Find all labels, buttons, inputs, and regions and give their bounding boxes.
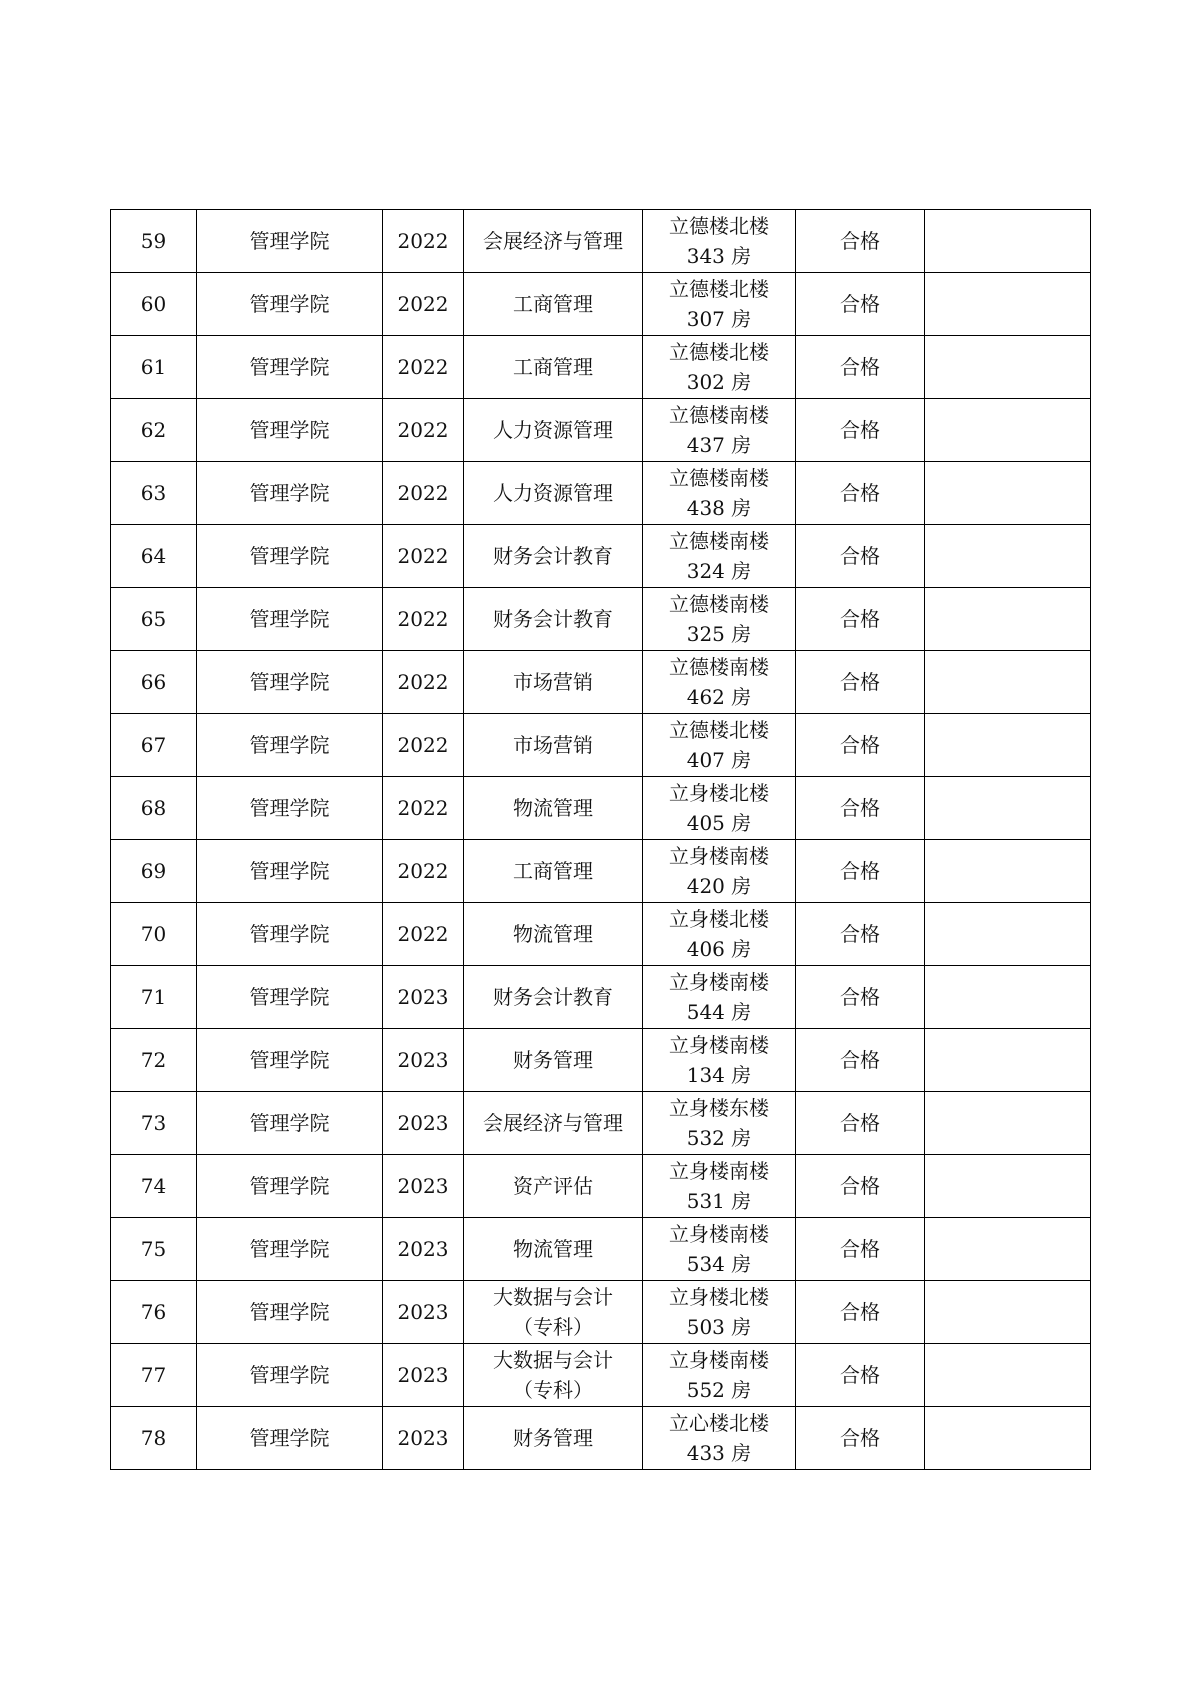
location-cell [643,273,796,336]
college-cell: 管理学院 [197,399,383,462]
location-cell-line: 534 房 [686,1252,752,1276]
year-cell: 2023 [383,1029,464,1092]
location-cell-line: 433 房 [686,1441,752,1465]
location-cell-line: 437 房 [686,433,752,457]
location-cell-line: 立身楼南楼 [669,844,769,868]
year-cell: 2022 [383,210,464,273]
college-cell: 管理学院 [197,903,383,966]
result-cell: 合格 [796,966,925,1029]
college-cell: 管理学院 [197,336,383,399]
remark-cell [925,1407,1091,1470]
major-cell-line: 物流管理 [513,922,593,946]
table-row [111,1281,1091,1344]
location-cell-line: 544 房 [686,1000,752,1024]
location-cell-line: 立身楼南楼 [669,1348,769,1372]
result-cell: 合格 [796,525,925,588]
major-cell [464,462,643,525]
year-cell: 2022 [383,462,464,525]
location-cell [643,1029,796,1092]
location-cell [643,966,796,1029]
location-cell-line: 立身楼东楼 [669,1096,769,1120]
major-cell [464,777,643,840]
major-cell-line: 工商管理 [513,355,593,379]
location-cell-line: 302 房 [686,370,752,394]
row-number-cell: 60 [111,273,197,336]
location-cell [643,1281,796,1344]
year-cell: 2022 [383,903,464,966]
major-cell-line: 工商管理 [513,859,593,883]
table-row [111,1092,1091,1155]
major-cell-line: 工商管理 [513,292,593,316]
year-cell: 2022 [383,399,464,462]
major-cell-line: 物流管理 [513,1237,593,1261]
location-cell-line: 343 房 [686,244,752,268]
major-cell [464,273,643,336]
college-cell: 管理学院 [197,462,383,525]
result-cell: 合格 [796,1407,925,1470]
college-cell: 管理学院 [197,966,383,1029]
row-number-cell: 76 [111,1281,197,1344]
major-cell-line: 会展经济与管理 [483,229,623,253]
remark-cell [925,273,1091,336]
major-cell [464,1092,643,1155]
table-row [111,462,1091,525]
major-cell [464,1029,643,1092]
row-number-cell: 66 [111,651,197,714]
college-cell: 管理学院 [197,1218,383,1281]
major-cell-line: 财务会计教育 [493,607,613,631]
result-cell: 合格 [796,1281,925,1344]
location-cell-line: 立身楼南楼 [669,1222,769,1246]
remark-cell [925,651,1091,714]
year-cell: 2023 [383,1281,464,1344]
major-cell-line: 物流管理 [513,796,593,820]
result-cell: 合格 [796,210,925,273]
major-cell-line: 资产评估 [513,1174,593,1198]
year-cell: 2023 [383,966,464,1029]
remark-cell [925,336,1091,399]
location-cell-line: 307 房 [686,307,752,331]
row-number-cell: 73 [111,1092,197,1155]
result-cell: 合格 [796,336,925,399]
result-cell: 合格 [796,273,925,336]
major-cell-line: （专科） [513,1378,593,1402]
result-cell: 合格 [796,777,925,840]
remark-cell [925,1281,1091,1344]
college-cell: 管理学院 [197,714,383,777]
location-cell-line: 立身楼北楼 [669,781,769,805]
result-cell: 合格 [796,399,925,462]
year-cell: 2022 [383,525,464,588]
location-cell [643,210,796,273]
row-number-cell: 59 [111,210,197,273]
result-cell: 合格 [796,462,925,525]
row-number-cell: 63 [111,462,197,525]
result-cell: 合格 [796,1218,925,1281]
year-cell: 2022 [383,273,464,336]
major-cell [464,210,643,273]
location-cell-line: 立德楼北楼 [669,718,769,742]
remark-cell [925,840,1091,903]
table-row [111,714,1091,777]
location-cell-line: 503 房 [686,1315,752,1339]
location-cell-line: 立德楼南楼 [669,655,769,679]
college-cell: 管理学院 [197,1281,383,1344]
college-cell: 管理学院 [197,1092,383,1155]
location-cell-line: 立身楼北楼 [669,907,769,931]
row-number-cell: 72 [111,1029,197,1092]
remark-cell [925,588,1091,651]
college-cell: 管理学院 [197,210,383,273]
table-row [111,1155,1091,1218]
remark-cell [925,399,1091,462]
major-cell-line: 财务会计教育 [493,544,613,568]
major-cell [464,714,643,777]
remark-cell [925,714,1091,777]
year-cell: 2022 [383,336,464,399]
college-cell: 管理学院 [197,651,383,714]
row-number-cell: 68 [111,777,197,840]
college-cell: 管理学院 [197,1407,383,1470]
result-cell: 合格 [796,840,925,903]
major-cell-line: 人力资源管理 [493,418,613,442]
result-cell: 合格 [796,903,925,966]
location-cell-line: 325 房 [686,622,752,646]
row-number-cell: 77 [111,1344,197,1407]
remark-cell [925,1344,1091,1407]
location-cell [643,714,796,777]
row-number-cell: 71 [111,966,197,1029]
row-number-cell: 75 [111,1218,197,1281]
year-cell: 2022 [383,777,464,840]
remark-cell [925,903,1091,966]
location-cell-line: 立身楼北楼 [669,1285,769,1309]
major-cell-line: 财务会计教育 [493,985,613,1009]
location-cell-line: 立身楼南楼 [669,1159,769,1183]
college-cell: 管理学院 [197,1029,383,1092]
table-row [111,399,1091,462]
remark-cell [925,1092,1091,1155]
major-cell [464,336,643,399]
year-cell: 2023 [383,1218,464,1281]
location-cell [643,840,796,903]
result-cell: 合格 [796,1155,925,1218]
location-cell-line: 462 房 [686,685,752,709]
major-cell [464,966,643,1029]
location-cell-line: 552 房 [686,1378,752,1402]
location-cell-line: 立心楼北楼 [669,1411,769,1435]
location-cell-line: 531 房 [686,1189,752,1213]
table-row [111,903,1091,966]
row-number-cell: 65 [111,588,197,651]
row-number-cell: 78 [111,1407,197,1470]
table-row [111,525,1091,588]
table-row [111,777,1091,840]
year-cell: 2022 [383,588,464,651]
remark-cell [925,777,1091,840]
remark-cell [925,210,1091,273]
college-cell: 管理学院 [197,588,383,651]
dormitory-inspection-table [110,209,1091,1470]
major-cell-line: 会展经济与管理 [483,1111,623,1135]
location-cell [643,1407,796,1470]
location-cell-line: 405 房 [686,811,752,835]
row-number-cell: 69 [111,840,197,903]
remark-cell [925,966,1091,1029]
remark-cell [925,525,1091,588]
table-row [111,588,1091,651]
major-cell-line: 财务管理 [513,1426,593,1450]
location-cell [643,651,796,714]
college-cell: 管理学院 [197,840,383,903]
year-cell: 2022 [383,840,464,903]
major-cell [464,1155,643,1218]
location-cell-line: 立德楼北楼 [669,340,769,364]
location-cell-line: 立德楼南楼 [669,529,769,553]
table-body [111,210,1091,1470]
major-cell [464,588,643,651]
row-number-cell: 74 [111,1155,197,1218]
major-cell [464,903,643,966]
year-cell: 2023 [383,1344,464,1407]
college-cell: 管理学院 [197,1344,383,1407]
table-row [111,1407,1091,1470]
location-cell-line: 立德楼北楼 [669,214,769,238]
major-cell [464,1281,643,1344]
table-row [111,840,1091,903]
location-cell [643,1155,796,1218]
major-cell [464,1344,643,1407]
location-cell [643,903,796,966]
result-cell: 合格 [796,588,925,651]
college-cell: 管理学院 [197,525,383,588]
major-cell [464,651,643,714]
location-cell-line: 立德楼南楼 [669,466,769,490]
table-row [111,1344,1091,1407]
major-cell [464,1407,643,1470]
remark-cell [925,1155,1091,1218]
row-number-cell: 67 [111,714,197,777]
table-row [111,966,1091,1029]
major-cell-line: 大数据与会计 [493,1348,613,1372]
major-cell-line: 市场营销 [513,733,593,757]
location-cell-line: 立德楼北楼 [669,277,769,301]
location-cell-line: 立德楼南楼 [669,592,769,616]
location-cell [643,525,796,588]
college-cell: 管理学院 [197,1155,383,1218]
college-cell: 管理学院 [197,273,383,336]
location-cell [643,588,796,651]
major-cell-line: （专科） [513,1315,593,1339]
year-cell: 2023 [383,1092,464,1155]
remark-cell [925,462,1091,525]
major-cell-line: 市场营销 [513,670,593,694]
year-cell: 2023 [383,1155,464,1218]
table-row [111,336,1091,399]
table-row [111,651,1091,714]
row-number-cell: 64 [111,525,197,588]
major-cell-line: 财务管理 [513,1048,593,1072]
college-cell: 管理学院 [197,777,383,840]
row-number-cell: 62 [111,399,197,462]
result-cell: 合格 [796,714,925,777]
location-cell-line: 407 房 [686,748,752,772]
year-cell: 2022 [383,651,464,714]
major-cell [464,399,643,462]
table-row [111,1029,1091,1092]
row-number-cell: 61 [111,336,197,399]
location-cell-line: 324 房 [686,559,752,583]
remark-cell [925,1029,1091,1092]
major-cell-line: 人力资源管理 [493,481,613,505]
location-cell-line: 438 房 [686,496,752,520]
location-cell-line: 532 房 [686,1126,752,1150]
year-cell: 2022 [383,714,464,777]
location-cell [643,777,796,840]
location-cell-line: 立身楼南楼 [669,970,769,994]
result-cell: 合格 [796,1029,925,1092]
location-cell [643,399,796,462]
row-number-cell: 70 [111,903,197,966]
table-row [111,273,1091,336]
remark-cell [925,1218,1091,1281]
result-cell: 合格 [796,1092,925,1155]
major-cell-line: 大数据与会计 [493,1285,613,1309]
location-cell [643,1344,796,1407]
major-cell [464,840,643,903]
location-cell [643,1218,796,1281]
result-cell: 合格 [796,651,925,714]
major-cell [464,1218,643,1281]
table-row [111,1218,1091,1281]
location-cell-line: 420 房 [686,874,752,898]
result-cell: 合格 [796,1344,925,1407]
table-row [111,210,1091,273]
location-cell-line: 406 房 [686,937,752,961]
location-cell [643,336,796,399]
location-cell-line: 立德楼南楼 [669,403,769,427]
location-cell-line: 134 房 [686,1063,752,1087]
location-cell [643,462,796,525]
location-cell-line: 立身楼南楼 [669,1033,769,1057]
major-cell [464,525,643,588]
location-cell [643,1092,796,1155]
year-cell: 2023 [383,1407,464,1470]
